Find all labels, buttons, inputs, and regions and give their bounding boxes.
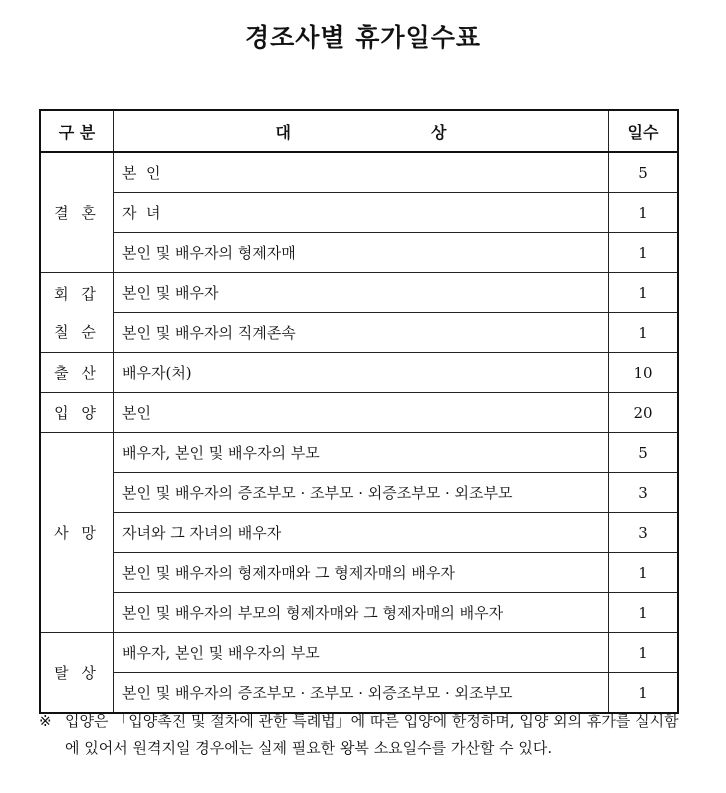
- days-cell: 1: [609, 233, 679, 273]
- target-cell: 자녀와 그 자녀의 배우자: [114, 513, 609, 553]
- table-row: [40, 473, 678, 513]
- header-days: 일수: [609, 110, 679, 152]
- table-row: [40, 193, 678, 233]
- table-row: [40, 152, 678, 193]
- table-row: [40, 233, 678, 273]
- header-target: [114, 110, 609, 152]
- table-row: [40, 593, 678, 633]
- target-cell: 배우자(처): [114, 353, 609, 393]
- days-cell: 1: [609, 313, 679, 353]
- days-cell: 5: [609, 152, 679, 193]
- table-row: [40, 633, 678, 673]
- header-target-part-a: 대: [275, 122, 291, 142]
- days-cell: 20: [609, 393, 679, 433]
- header-target-part-b: 상: [431, 122, 447, 142]
- footnote: [39, 708, 689, 762]
- days-cell: 3: [609, 513, 679, 553]
- table-row: [40, 553, 678, 593]
- category-cell: 사 망: [40, 433, 114, 633]
- table-row: [40, 393, 678, 433]
- table-row: [40, 273, 678, 313]
- table-row: [40, 353, 678, 393]
- target-cell: 본인 및 배우자의 형제자매와 그 형제자매의 배우자: [114, 553, 609, 593]
- page-title: 경조사별 휴가일수표: [244, 23, 482, 52]
- table-body: [40, 152, 678, 713]
- target-cell: 배우자, 본인 및 배우자의 부모: [114, 433, 609, 473]
- category-cell: 탈 상: [40, 633, 114, 714]
- table-row: [40, 433, 678, 473]
- table-row: [40, 313, 678, 353]
- target-cell: 배우자, 본인 및 배우자의 부모: [114, 633, 609, 673]
- days-cell: 5: [609, 433, 679, 473]
- target-cell: 본인 및 배우자의 형제자매: [114, 233, 609, 273]
- category-cell: 입 양: [40, 393, 114, 433]
- category-cell: 출 산: [40, 353, 114, 393]
- days-cell: 1: [609, 593, 679, 633]
- target-cell: 본인 및 배우자의 직계존속: [114, 313, 609, 353]
- table-row: [40, 673, 678, 714]
- target-cell: 자 녀: [114, 193, 609, 233]
- days-cell: 3: [609, 473, 679, 513]
- target-cell: 본 인: [114, 152, 609, 193]
- note-text: 입양은 「입양촉진 및 절차에 관한 특례법」에 따른 입양에 한정하며, 입양 외의 휴가를 실시함에 있어서 원격지일 경우에는 실제 필요한 왕복 소요일수를 가산할 수 있다.: [65, 712, 679, 757]
- note-mark: ※: [39, 712, 52, 730]
- target-cell: 본인 및 배우자의 증조부모 · 조부모 · 외증조부모 · 외조부모: [114, 473, 609, 513]
- leave-days-table: [39, 109, 679, 714]
- days-cell: 1: [609, 673, 679, 714]
- table-header-row: [40, 110, 678, 152]
- category-cell: 회 갑 칠 순: [40, 273, 114, 353]
- days-cell: 1: [609, 553, 679, 593]
- days-cell: 1: [609, 193, 679, 233]
- target-cell: 본인 및 배우자의 증조부모 · 조부모 · 외증조부모 · 외조부모: [114, 673, 609, 714]
- target-cell: 본인: [114, 393, 609, 433]
- category-cell: 결 혼: [40, 152, 114, 273]
- target-cell: 본인 및 배우자의 부모의 형제자매와 그 형제자매의 배우자: [114, 593, 609, 633]
- days-cell: 1: [609, 633, 679, 673]
- days-cell: 1: [609, 273, 679, 313]
- table-row: [40, 513, 678, 553]
- days-cell: 10: [609, 353, 679, 393]
- header-category: 구 분: [40, 110, 114, 152]
- target-cell: 본인 및 배우자: [114, 273, 609, 313]
